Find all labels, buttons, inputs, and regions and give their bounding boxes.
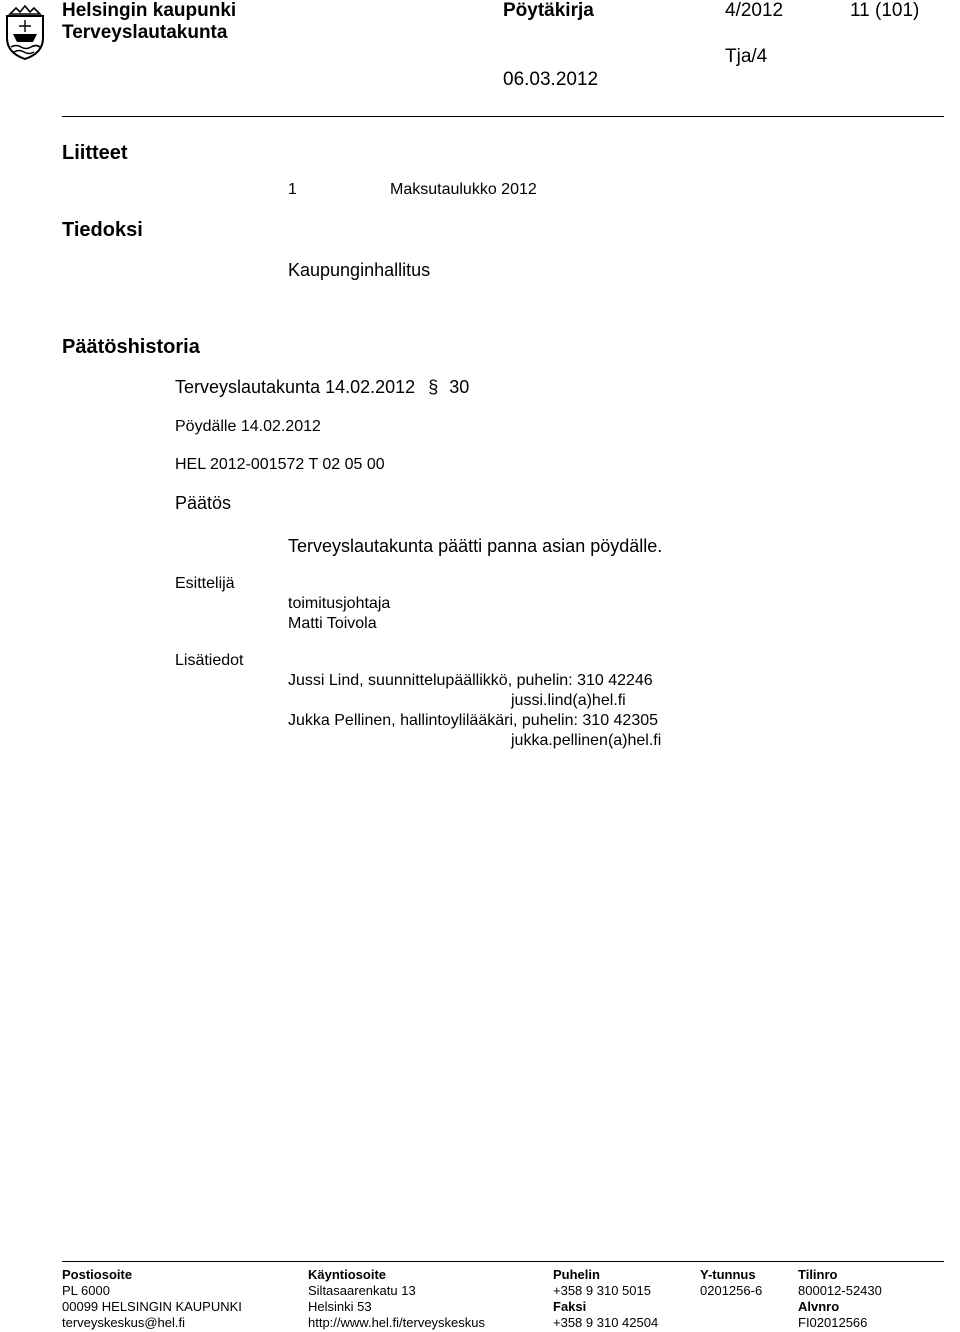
footer-postal xyxy=(62,1267,242,1331)
phone-value: +358 9 310 5015 xyxy=(553,1283,651,1298)
postal-line-2: 00099 HELSINGIN KAUPUNKI xyxy=(62,1299,242,1314)
footer-business-id xyxy=(700,1267,762,1299)
postal-label: Postiosoite xyxy=(62,1267,133,1282)
fax-value: +358 9 310 42504 xyxy=(553,1315,659,1330)
contact-2: Jukka Pellinen, hallintoylilääkäri, puhelin: 310 42305 xyxy=(288,712,659,729)
attachment-title: Maksutaulukko 2012 xyxy=(390,181,537,198)
contact-1-email: jussi.lind(a)hel.fi xyxy=(511,692,626,709)
visiting-label: Käyntiosoite xyxy=(308,1267,387,1282)
more-info-label: Lisätiedot xyxy=(175,652,244,669)
distribution-heading: Tiedoksi xyxy=(62,219,143,241)
footer-visiting xyxy=(308,1267,485,1331)
tabled-note: Pöydälle 14.02.2012 xyxy=(175,418,321,435)
postal-line-1: PL 6000 xyxy=(62,1283,110,1298)
page-number: 11 (101) xyxy=(850,0,920,21)
visiting-url: http://www.hel.fi/terveyskeskus xyxy=(308,1315,486,1330)
visiting-line-1: Siltasaarenkatu 13 xyxy=(308,1283,416,1298)
header-divider xyxy=(62,116,944,117)
reference-code: Tja/4 xyxy=(725,46,768,67)
decision-label: Päätös xyxy=(175,493,232,513)
section-sign: § xyxy=(428,377,439,397)
presenter-name: Matti Toivola xyxy=(288,615,377,632)
history-meeting xyxy=(175,377,469,398)
contact-1: Jussi Lind, suunnittelupäällikkö, puhelin: 310 42246 xyxy=(288,672,653,689)
phone-label: Puhelin xyxy=(553,1267,600,1282)
footer-phone xyxy=(553,1267,658,1331)
account-value: 800012-52430 xyxy=(798,1283,882,1298)
business-id-label: Y-tunnus xyxy=(700,1267,756,1282)
attachments-heading: Liitteet xyxy=(62,142,128,164)
fax-label: Faksi xyxy=(553,1299,587,1314)
history-meeting-text: Terveyslautakunta 14.02.2012 xyxy=(175,377,416,397)
board-name: Terveyslautakunta xyxy=(62,22,228,43)
decision-history-heading: Päätöshistoria xyxy=(62,336,200,358)
postal-email: terveyskeskus@hel.fi xyxy=(62,1315,186,1330)
vat-value: FI02012566 xyxy=(798,1315,868,1330)
section-number: 30 xyxy=(449,377,470,397)
distribution-recipient: Kaupunginhallitus xyxy=(288,260,431,280)
helsinki-crest-icon xyxy=(2,4,48,60)
footer-account xyxy=(798,1267,882,1331)
footer-divider xyxy=(62,1261,944,1262)
account-label: Tilinro xyxy=(798,1267,838,1282)
attachment-number: 1 xyxy=(288,181,297,198)
business-id-value: 0201256-6 xyxy=(700,1283,763,1298)
document-type: Pöytäkirja xyxy=(503,0,594,21)
decision-text: Terveyslautakunta päätti panna asian pöydälle. xyxy=(288,536,663,556)
vat-label: Alvnro xyxy=(798,1299,840,1314)
meeting-date: 06.03.2012 xyxy=(503,69,599,90)
presenter-title: toimitusjohtaja xyxy=(288,595,391,612)
case-id: HEL 2012-001572 T 02 05 00 xyxy=(175,456,385,473)
contact-2-email: jukka.pellinen(a)hel.fi xyxy=(511,732,662,749)
org-name: Helsingin kaupunki xyxy=(62,0,237,21)
meeting-number: 4/2012 xyxy=(725,0,784,21)
presenter-label: Esittelijä xyxy=(175,575,235,592)
visiting-line-2: Helsinki 53 xyxy=(308,1299,372,1314)
